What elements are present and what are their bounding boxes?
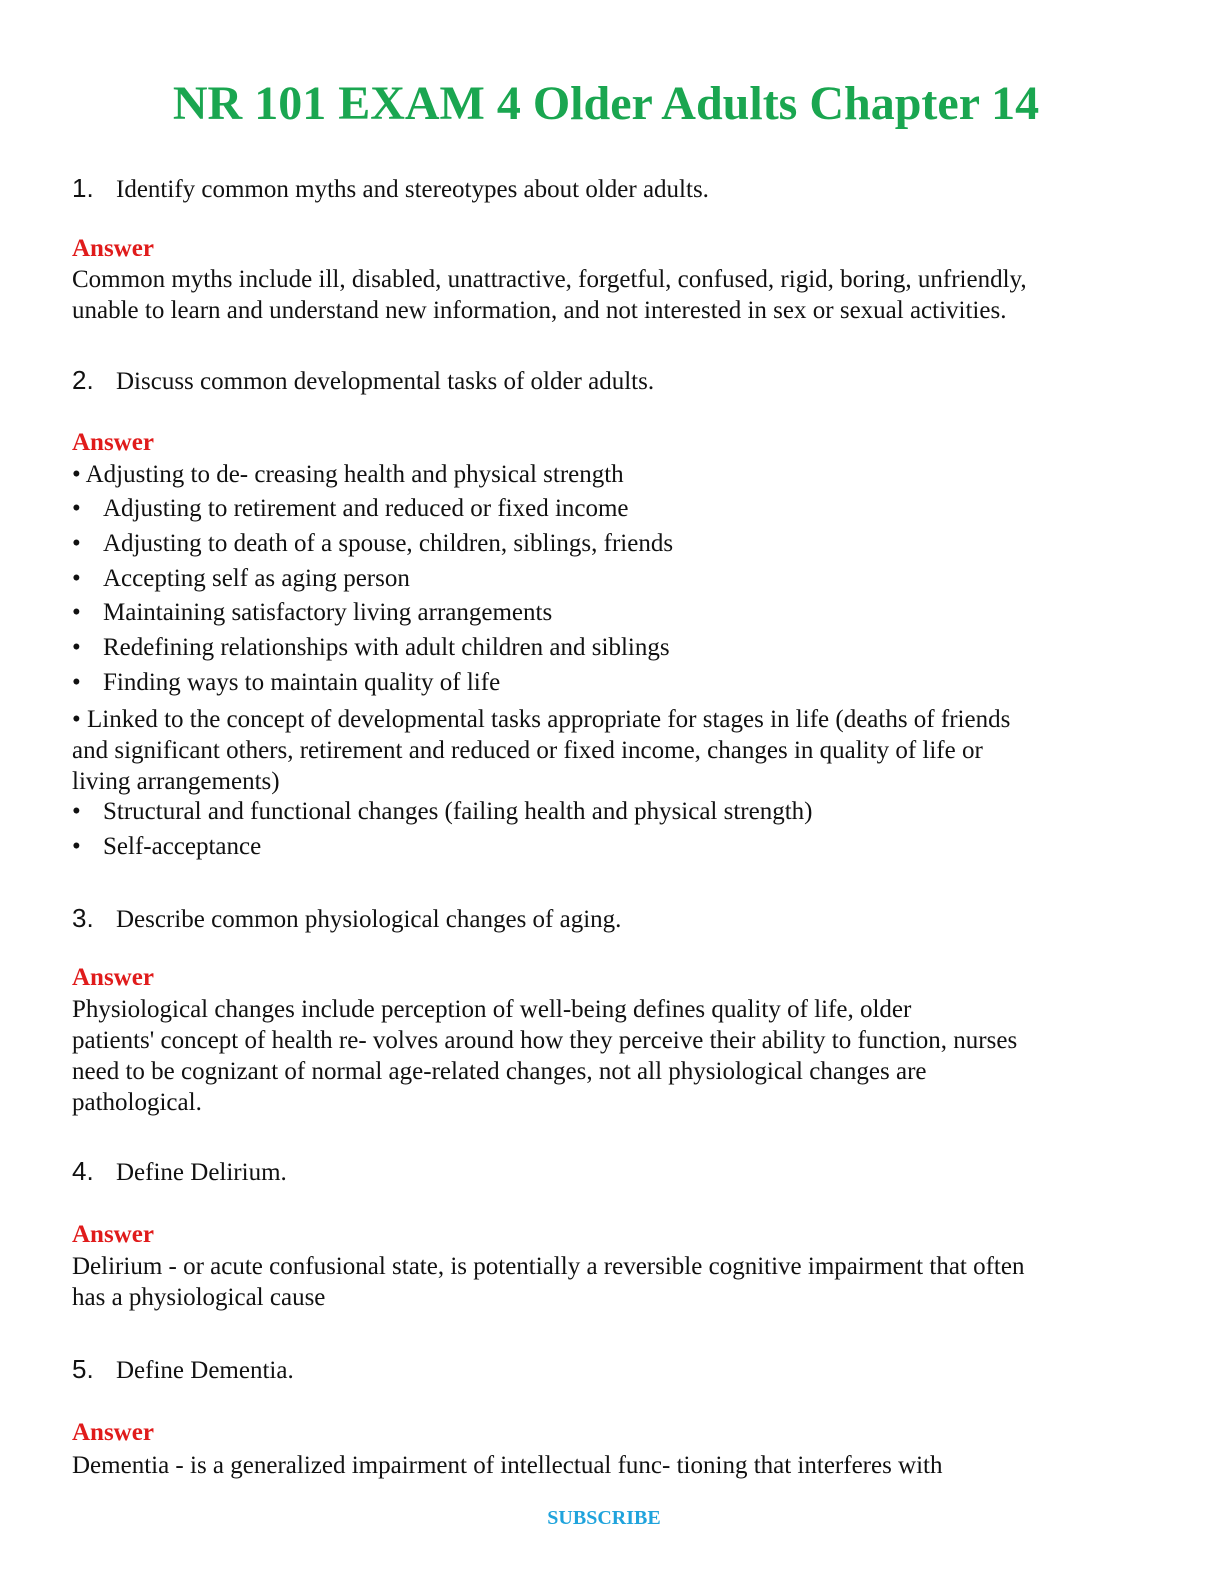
question-number: 5.	[72, 1354, 94, 1384]
answer-line: living arrangements)	[72, 768, 280, 795]
answer-line: need to be cognizant of normal age-related changes, not all physiological changes are	[72, 1058, 927, 1085]
bullet-icon: •	[72, 599, 81, 626]
question-number: 4.	[72, 1156, 94, 1186]
bullet-icon: •	[72, 565, 81, 592]
answer-line: Delirium - or acute confusional state, is potentially a reversible cognitive impairment that often	[72, 1253, 1025, 1280]
answer-2-first-line: • Adjusting to de- creasing health and physical strength	[72, 461, 624, 488]
list-item: • Finding ways to maintain quality of life	[72, 669, 501, 696]
answer-label: Answer	[72, 964, 154, 991]
question-1	[72, 172, 1152, 206]
answer-line: Common myths include ill, disabled, unattractive, forgetful, confused, rigid, boring, unfriendly,	[72, 266, 1027, 293]
answer-line: Physiological changes include perception of well-being defines quality of life, older	[72, 996, 912, 1023]
answer-line: pathological.	[72, 1089, 202, 1116]
subscribe-link[interactable]: SUBSCRIBE	[547, 1507, 661, 1529]
bullet-icon: •	[72, 833, 81, 860]
question-text: Define Dementia.	[116, 1357, 294, 1384]
question-number: 3.	[72, 903, 94, 933]
answer-line: • Linked to the concept of developmental tasks appropriate for stages in life (deaths of friends	[72, 706, 1011, 733]
question-text: Define Delirium.	[116, 1159, 287, 1186]
bullet-icon: •	[72, 495, 81, 522]
answer-line: has a physiological cause	[72, 1284, 326, 1311]
answer-label: Answer	[72, 1221, 154, 1248]
answer-line: and significant others, retirement and reduced or fixed income, changes in quality of life or	[72, 737, 983, 764]
bullet-icon: •	[72, 669, 81, 696]
answer-4	[72, 1251, 1152, 1313]
page-title: NR 101 EXAM 4 Older Adults Chapter 14	[172, 77, 1040, 130]
answer-line: patients' concept of health re- volves around how they perceive their ability to function, nurses	[72, 1027, 1018, 1054]
question-text: Identify common myths and stereotypes about older adults.	[116, 176, 709, 203]
answer-2-linked	[72, 704, 1152, 797]
bullet-icon: •	[72, 634, 81, 661]
answer-3	[72, 994, 1152, 1118]
question-text: Describe common physiological changes of aging.	[116, 906, 622, 933]
list-item: • Self-acceptance	[72, 833, 262, 860]
question-4	[72, 1155, 1152, 1189]
list-item: • Adjusting to death of a spouse, children, siblings, friends	[72, 530, 674, 557]
question-3	[72, 902, 1152, 936]
question-5	[72, 1353, 1152, 1387]
answer-line: unable to learn and understand new information, and not interested in sex or sexual activities.	[72, 297, 1007, 324]
question-number: 1.	[72, 173, 94, 203]
list-item: • Structural and functional changes (failing health and physical strength)	[72, 798, 813, 825]
list-item: • Redefining relationships with adult children and siblings	[72, 634, 670, 661]
answer-label: Answer	[72, 235, 154, 262]
answer-1	[72, 264, 1152, 326]
question-number: 2.	[72, 365, 94, 395]
list-item: • Accepting self as aging person	[72, 565, 410, 592]
bullet-icon: •	[72, 798, 81, 825]
answer-label: Answer	[72, 1419, 154, 1446]
question-2	[72, 364, 1152, 398]
list-item: • Adjusting to retirement and reduced or fixed income	[72, 495, 629, 522]
list-item: • Maintaining satisfactory living arrangements	[72, 599, 553, 626]
bullet-icon: •	[72, 530, 81, 557]
answer-label: Answer	[72, 429, 154, 456]
answer-5	[72, 1450, 1152, 1481]
question-text: Discuss common developmental tasks of older adults.	[116, 368, 655, 395]
answer-line: Dementia - is a generalized impairment of intellectual func- tioning that interferes with	[72, 1452, 943, 1479]
